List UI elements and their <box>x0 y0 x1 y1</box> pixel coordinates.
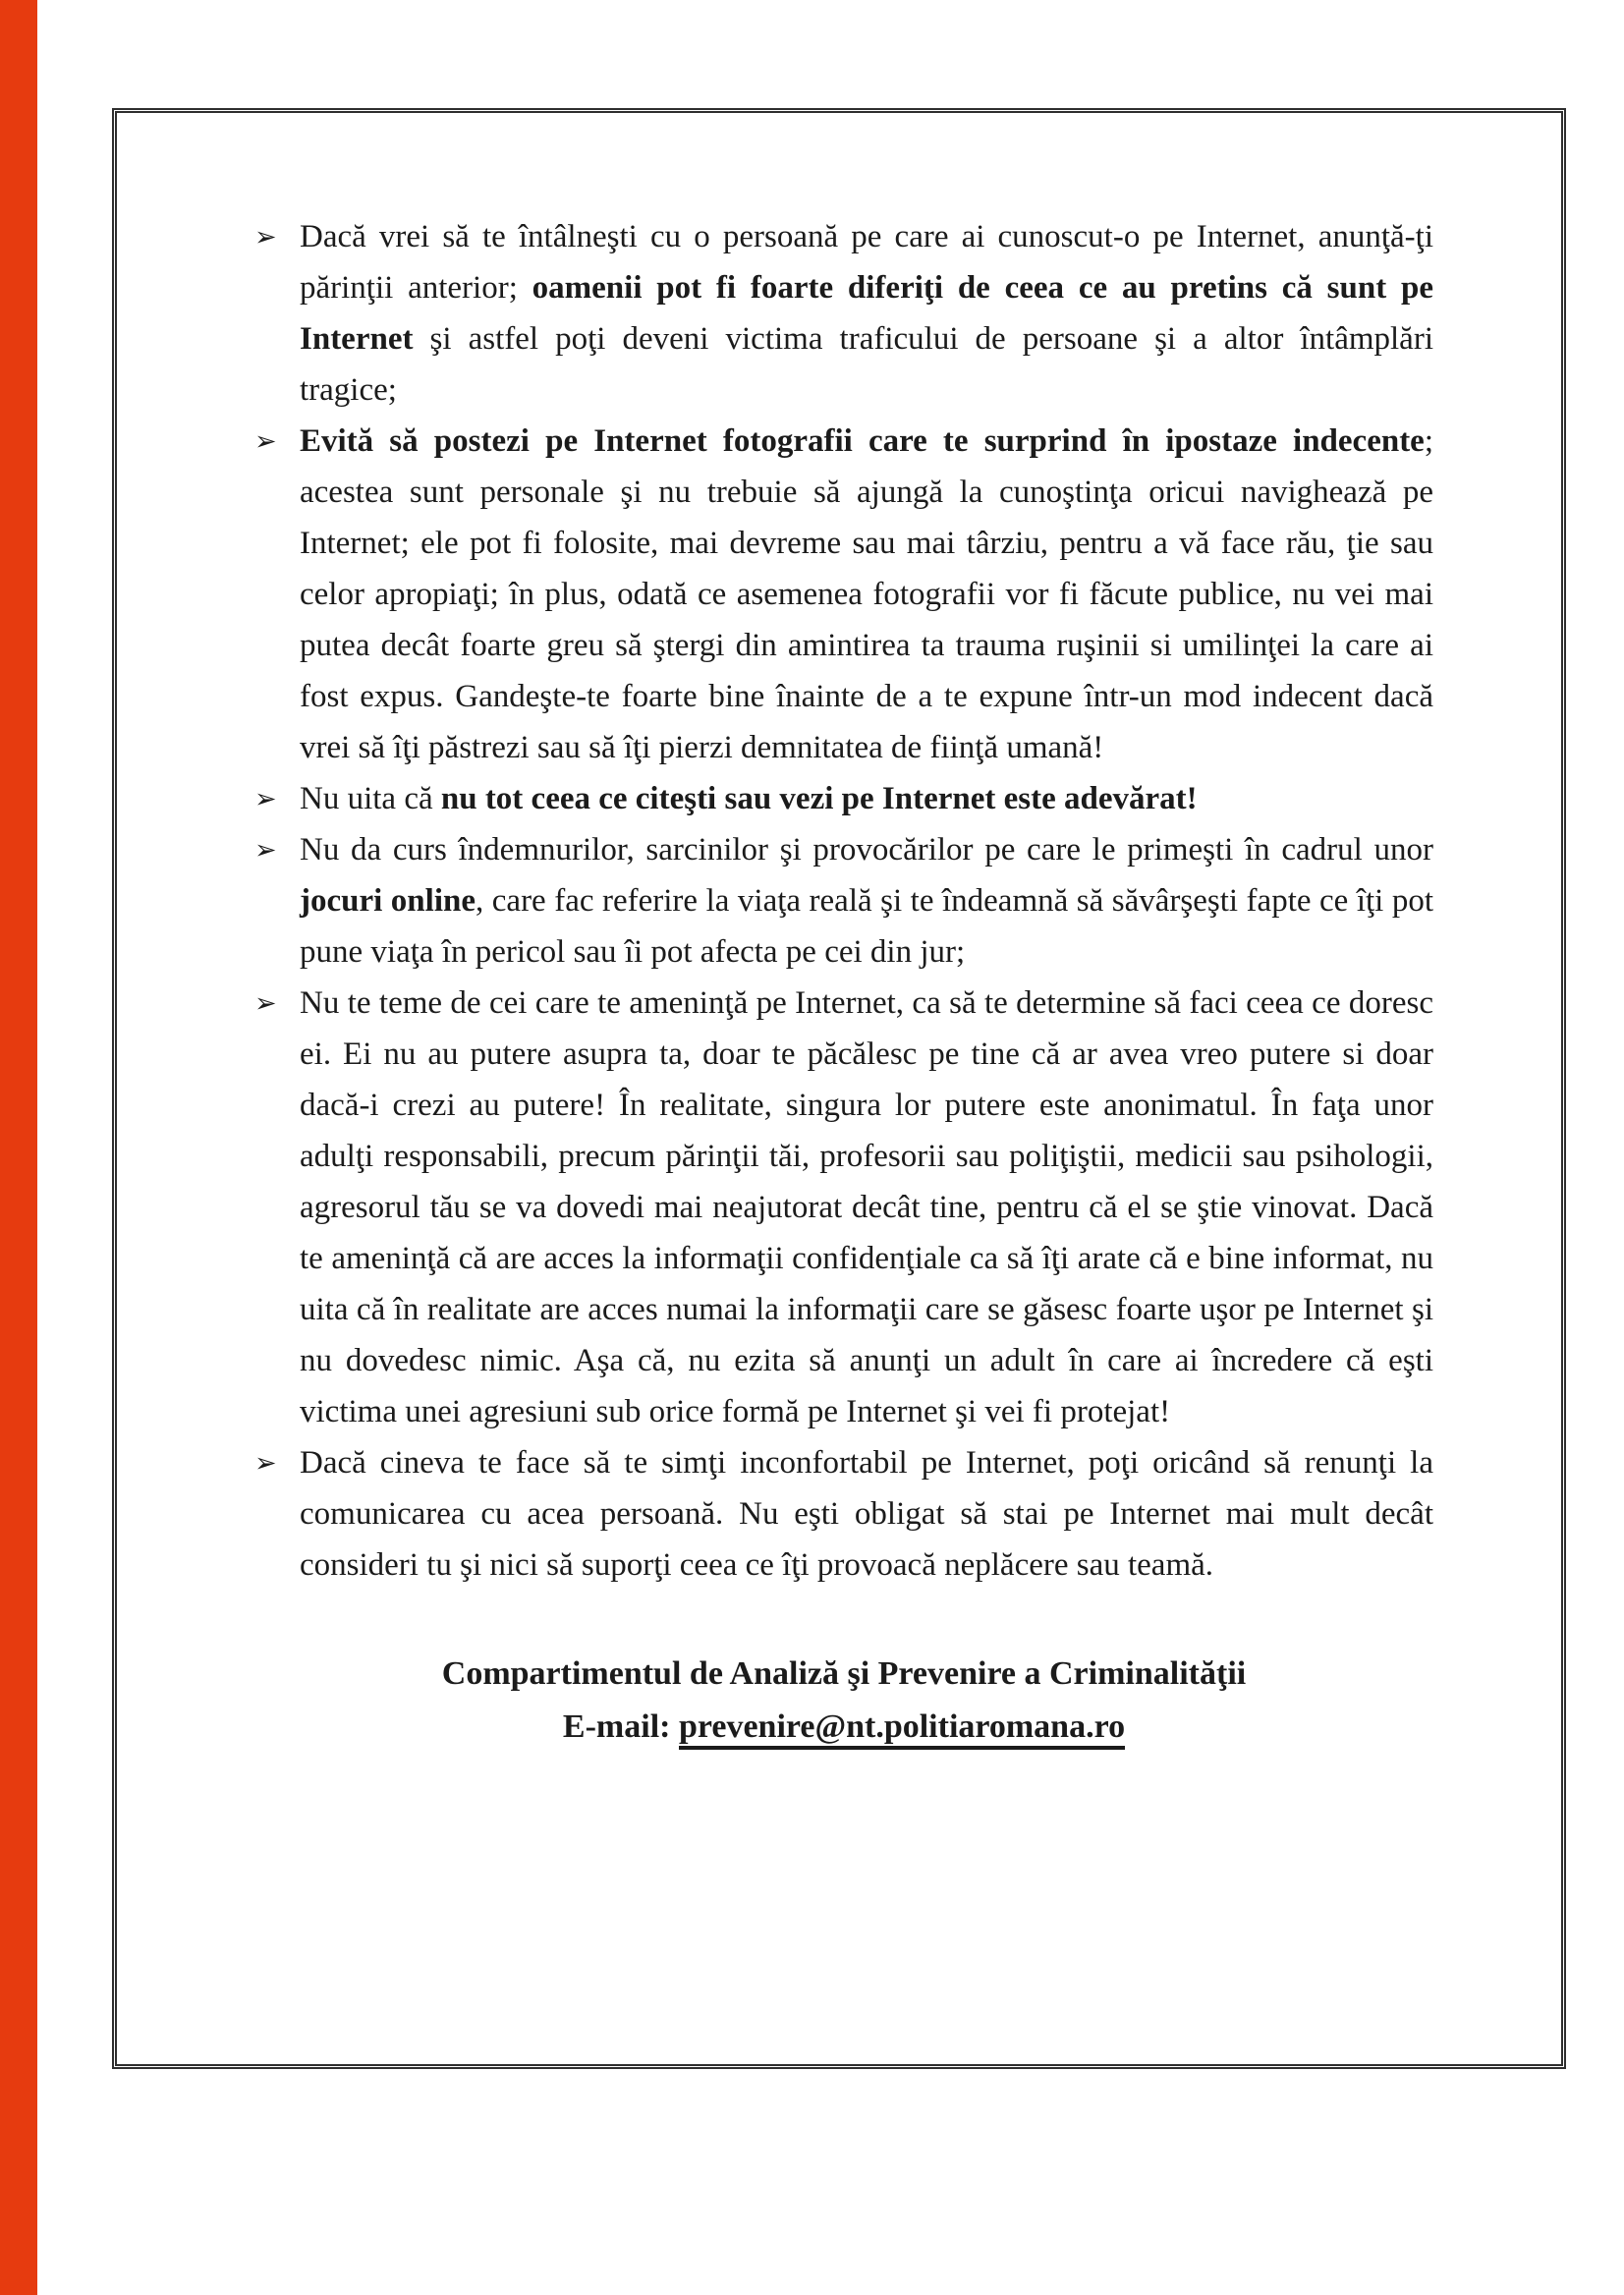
emphasis-text: Evită să postezi pe Internet fotografii care te surprind în ipostaze indecente <box>300 423 1425 459</box>
arrow-bullet-icon: ➢ <box>254 988 277 1019</box>
footer-department: Compartimentul de Analiză şi Prevenire a Criminalităţii <box>441 1655 1247 1692</box>
body-text: Nu te teme de cei care te ameninţă pe Internet, ca să te determine să faci ceea ce doresc ei. Ei nu au putere asupra ta, doar te păcălesc pe tine că ar avea vreo putere si doar dacă-i crezi au putere! În realitate, singura lor putere este anonimatul. În faţa unor adulţi responsabili, precum părinţii tăi, profesorii sau poliţiştii, medicii sau psihologii, agresorul tău se va dovedi mai neajutorat decât tine, pentru că el se ştie vinovat. Dacă te ameninţă că are acces la informaţii confidenţiale ca să îţi arate că e bine informat, nu uita că în realitate are acces numai la informaţii care se găsesc foarte uşor pe Internet şi nu dovedesc nimic. Aşa că, nu ezita să anunţi un adult în care ai încredere că eşti victima unei agresiuni sub orice formă pe Internet şi vei fi protejat! <box>300 985 1433 1429</box>
list-item <box>254 978 1433 1437</box>
bullet-list <box>117 113 1561 1591</box>
arrow-bullet-icon: ➢ <box>254 426 277 457</box>
list-item <box>254 416 1433 773</box>
emphasis-text: nu tot ceea ce citeşti sau vezi pe Internet este adevărat! <box>440 781 1198 816</box>
arrow-bullet-icon: ➢ <box>254 835 277 866</box>
email-label: E-mail: <box>562 1708 679 1745</box>
body-text: Dacă vrei să te întâlneşti cu o persoană pe care ai cunoscut-o pe Internet, anunţă-ţi părinţii anterior; <box>300 219 1433 306</box>
email-link: prevenire@nt.politiaromana.ro <box>679 1708 1125 1750</box>
list-item <box>254 1437 1433 1591</box>
list-item <box>254 211 1433 416</box>
emphasis-text: jocuri online <box>300 883 476 919</box>
arrow-bullet-icon: ➢ <box>254 784 277 814</box>
body-text: Dacă cineva te face să te simţi inconfortabil pe Internet, poţi oricând să renunţi la comunicarea cu acea persoană. Nu eşti obligat să stai pe Internet mai mult decât consideri tu şi nici să suporţi ceea ce îţi provoacă neplăcere sau teamă. <box>300 1445 1433 1583</box>
arrow-bullet-icon: ➢ <box>254 1448 277 1479</box>
arrow-bullet-icon: ➢ <box>254 222 277 252</box>
body-text: Nu uita că <box>300 781 441 816</box>
left-edge-strip <box>0 0 37 2295</box>
list-item <box>254 824 1433 978</box>
body-text: Nu da curs îndemnurilor, sarcinilor şi provocărilor pe care le primeşti în cadrul unor <box>300 832 1433 868</box>
body-text: ; acestea sunt personale şi nu trebuie să ajungă la cunoştinţa oricui navighează pe Internet; ele pot fi folosite, mai devreme sau mai târziu, pentru a vă face rău, ţie sau celor apropiaţi; în plus, odată ce asemenea fotografii vor fi făcute publice, nu vei mai putea decât foarte greu să ştergi din amintirea ta trauma ruşinii si umilinţei la care ai fost expus. Gandeşte-te foarte bine înainte de a te expune într-un mod indecent dacă vrei să îţi păstrezi sau să îţi pierzi demnitatea de fiinţă umană! <box>300 423 1433 765</box>
document-page <box>112 108 1566 2069</box>
footer <box>117 1648 1561 1754</box>
body-text: şi astfel poţi deveni victima traficului de persoane şi a altor întâmplări tragice; <box>300 321 1433 408</box>
emphasis-text: oamenii pot fi foarte diferiţi de ceea ce au pretins că sunt pe Internet <box>300 270 1434 357</box>
body-text: , care fac referire la viaţa reală şi te îndeamnă să săvârşeşti fapte ce îţi pot pune viaţa în pericol sau îi pot afecta pe cei din jur; <box>300 883 1433 970</box>
footer-email-line <box>254 1701 1433 1754</box>
list-item <box>254 773 1433 824</box>
